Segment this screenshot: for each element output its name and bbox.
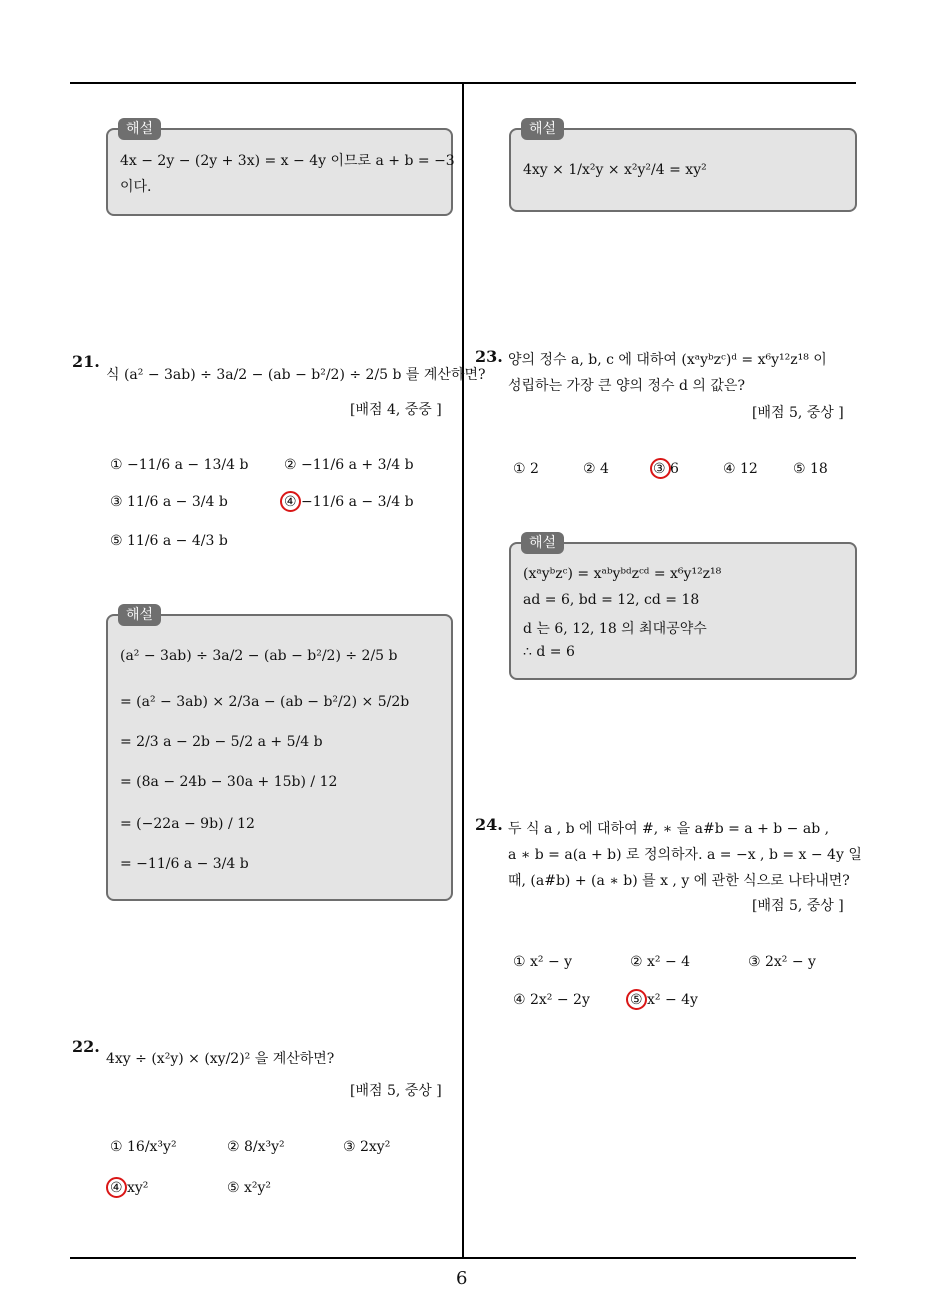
solution-box-prev-right (509, 121, 857, 212)
solution-box-prev-left (106, 121, 455, 216)
choice-4[interactable]: ④ xy² (110, 1180, 149, 1196)
question-number: 23. (475, 347, 503, 366)
question-text: a ∗ b = a(a + b) 로 정의하자. a = −x , b = x − 4y 일 (508, 847, 862, 863)
question-meta: [배점 5, 중상 ] (752, 898, 844, 914)
solution-label: 해설 (521, 118, 564, 140)
choice-4[interactable]: ④ 2x² − 2y (513, 992, 590, 1008)
choice-4[interactable]: ④ 12 (723, 461, 758, 477)
solution-box-q21 (106, 607, 453, 901)
choice-1[interactable]: ① x² − y (513, 954, 573, 970)
choice-1[interactable]: ① −11/6 a − 13/4 b (110, 457, 249, 473)
choice-3[interactable]: ③ 6 (653, 461, 679, 477)
answer-mark-circle (280, 491, 301, 512)
page-number: 6 (456, 1268, 468, 1289)
question-text: 때, (a#b) + (a ∗ b) 를 x , y 에 관한 식으로 나타내면? (508, 873, 850, 889)
question-meta: [배점 5, 중상 ] (350, 1083, 442, 1099)
choice-3[interactable]: ③ 2x² − y (748, 954, 816, 970)
question-number: 22. (72, 1037, 100, 1056)
choice-2[interactable]: ② −11/6 a + 3/4 b (284, 457, 414, 473)
solution-label: 해설 (521, 532, 564, 554)
choice-1[interactable]: ① 16/x³y² (110, 1139, 177, 1155)
solution-line: 4x − 2y − (2y + 3x) = x − 4y 이므로 a + b = −3 (120, 153, 455, 169)
answer-mark-circle (650, 458, 671, 479)
solution-line: = 2/3 a − 2b − 5/2 a + 5/4 b (120, 734, 323, 750)
solution-label: 해설 (118, 118, 161, 140)
question-number: 24. (475, 815, 503, 834)
bottom-rule (70, 1257, 856, 1259)
choice-2[interactable]: ② x² − 4 (630, 954, 691, 970)
question-text: 성립하는 가장 큰 양의 정수 d 의 값은? (508, 378, 745, 394)
solution-line: = (8a − 24b − 30a + 15b) / 12 (120, 774, 338, 790)
column-divider (462, 82, 464, 1258)
question-meta: [배점 5, 중상 ] (752, 405, 844, 421)
solution-line: 4xy × 1/x²y × x²y²/4 = xy² (523, 162, 707, 178)
choice-5[interactable]: ⑤ x² − 4y (630, 992, 698, 1008)
solution-box-q23 (509, 535, 857, 680)
question-meta: [배점 4, 중중 ] (350, 402, 442, 418)
question-text: 식 (a² − 3ab) ÷ 3a/2 − (ab − b²/2) ÷ 2/5 b 를 계산하면? (106, 367, 486, 383)
solution-line: 이다. (120, 179, 152, 195)
choice-5[interactable]: ⑤ 11/6 a − 4/3 b (110, 533, 228, 549)
choice-2[interactable]: ② 4 (583, 461, 609, 477)
solution-line: ∴ d = 6 (523, 644, 575, 660)
answer-mark-circle (106, 1177, 127, 1198)
solution-line: (a² − 3ab) ÷ 3a/2 − (ab − b²/2) ÷ 2/5 b (120, 648, 398, 664)
choice-1[interactable]: ① 2 (513, 461, 539, 477)
choice-5[interactable]: ⑤ x²y² (227, 1180, 272, 1196)
choice-4[interactable]: ④ −11/6 a − 3/4 b (284, 494, 414, 510)
question-text: 두 식 a , b 에 대하여 #, ∗ 을 a#b = a + b − ab , (508, 821, 830, 837)
question-number: 21. (72, 352, 100, 371)
solution-label: 해설 (118, 604, 161, 626)
choice-2[interactable]: ② 8/x³y² (227, 1139, 285, 1155)
answer-mark-circle (626, 989, 647, 1010)
solution-line: ad = 6, bd = 12, cd = 18 (523, 592, 700, 608)
choice-5[interactable]: ⑤ 18 (793, 461, 828, 477)
question-text: 4xy ÷ (x²y) × (xy/2)² 을 계산하면? (106, 1051, 335, 1067)
solution-line: d 는 6, 12, 18 의 최대공약수 (523, 621, 707, 637)
choice-3[interactable]: ③ 11/6 a − 3/4 b (110, 494, 228, 510)
solution-line: = (−22a − 9b) / 12 (120, 816, 255, 832)
question-text: 양의 정수 a, b, c 에 대하여 (xᵃyᵇzᶜ)ᵈ = x⁶y¹²z¹⁸ 이 (508, 352, 827, 368)
solution-line: (xᵃyᵇzᶜ) = xᵃᵇyᵇᵈzᶜᵈ = x⁶y¹²z¹⁸ (523, 566, 722, 582)
solution-line: = −11/6 a − 3/4 b (120, 856, 249, 872)
choice-3[interactable]: ③ 2xy² (343, 1139, 391, 1155)
solution-line: = (a² − 3ab) × 2/3a − (ab − b²/2) × 5/2b (120, 694, 410, 710)
